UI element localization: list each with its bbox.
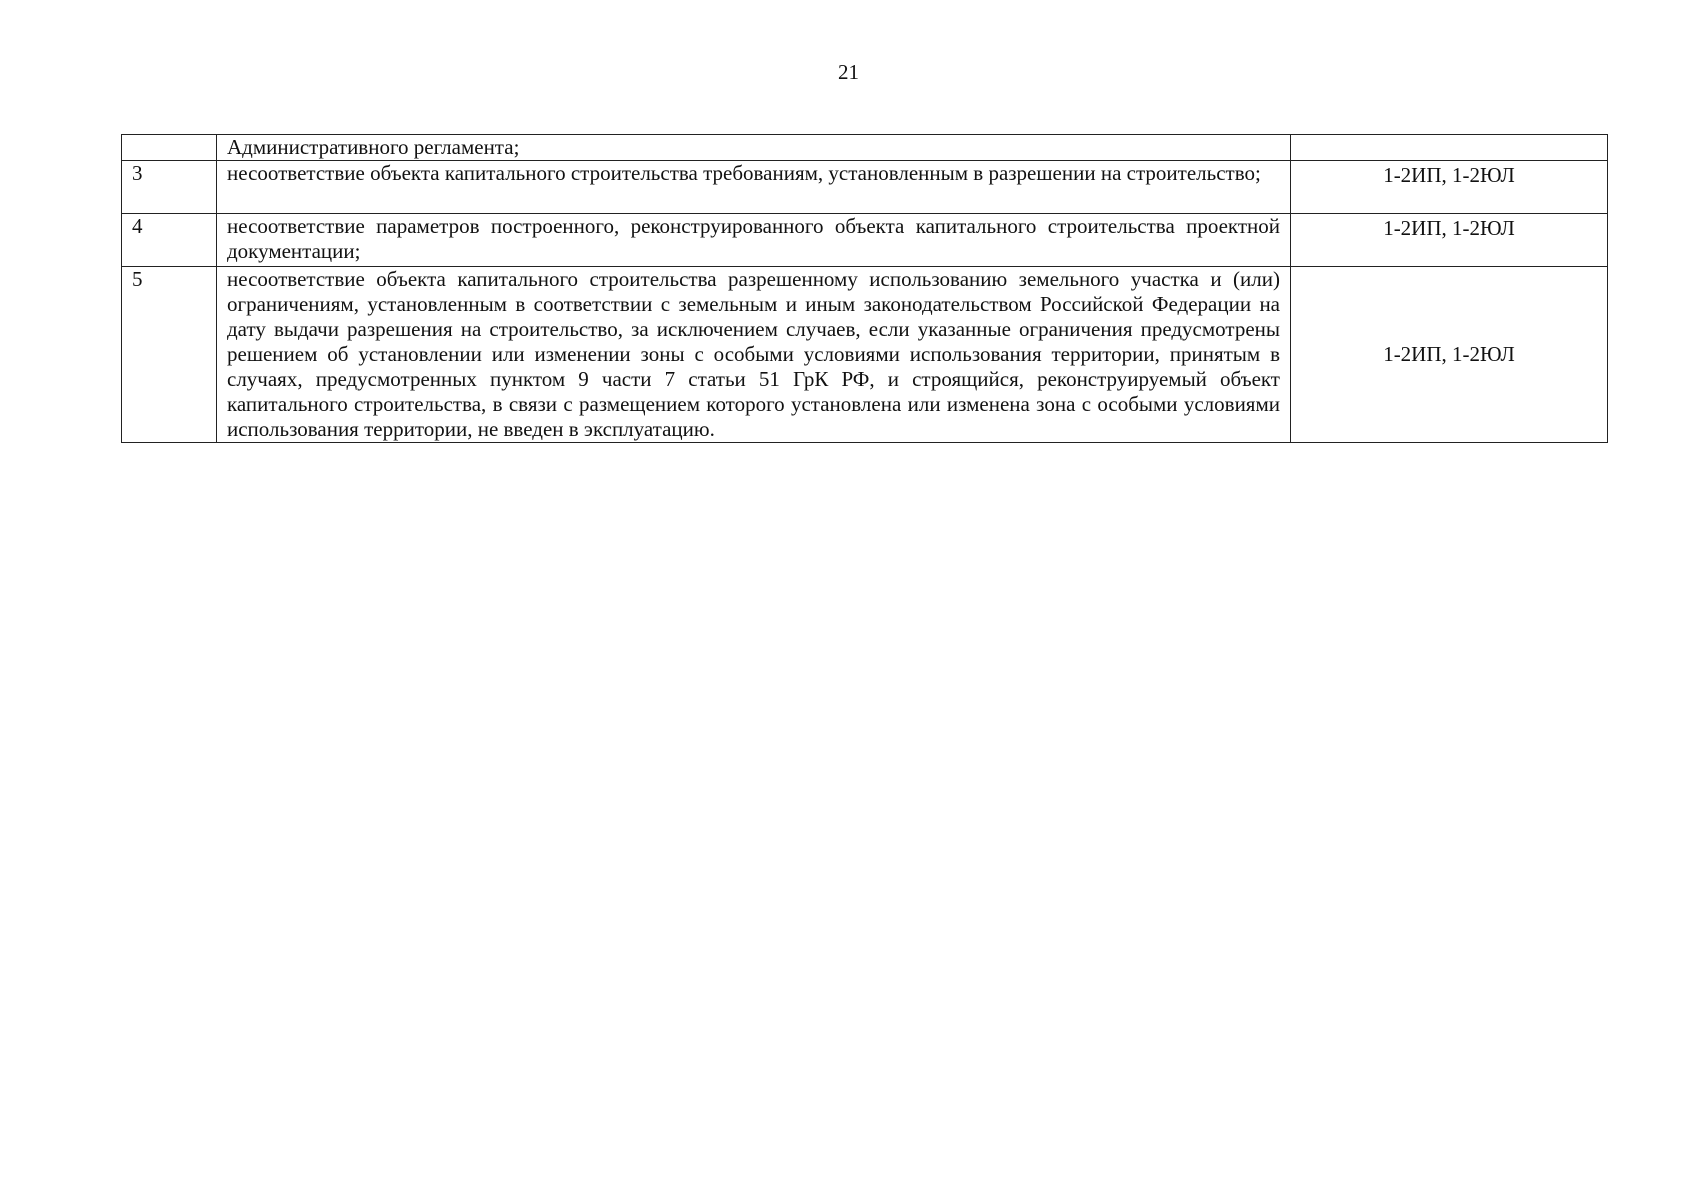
row-number-cell: [122, 135, 217, 161]
row-code-cell: [1291, 214, 1608, 267]
row-text-cell: несоответствие объекта капитального строительства требованиям, установленным в разрешении на строительство;: [217, 161, 1291, 214]
table-row: [122, 161, 1608, 214]
row-number-cell: 5: [122, 267, 217, 443]
row-text-cell: Административного регламента;: [217, 135, 1291, 161]
row-code-cell: [1291, 135, 1608, 161]
table-row: [122, 214, 1608, 267]
table-row: [122, 267, 1608, 443]
row-code-cell: 1-2ИП, 1-2ЮЛ: [1291, 267, 1608, 443]
row-text-cell: несоответствие параметров построенного, реконструированного объекта капитального строительства проектной документации;: [217, 214, 1291, 267]
row-text-cell: несоответствие объекта капитального строительства разрешенному использованию земельного участка и (или) ограничениям, установленным в соответствии с земельным и иным законодательством Российской Федерации на дату выдачи разрешения на строительство, за исключением случаев, если указанные ограничения предусмотрены решением об установлении или изменении зоны с особыми условиями использования территории, принятым в случаях, предусмотренных пунктом 9 части 7 статьи 51 ГрК РФ, и строящийся, реконструируемый объект капитального строительства, в связи с размещением которого установлена или изменена зона с особыми условиями использования территории, не введен в эксплуатацию.: [217, 267, 1291, 443]
requirements-table: [121, 134, 1608, 443]
table-row: [122, 135, 1608, 161]
page-number: 21: [838, 60, 859, 84]
row-code-cell: [1291, 161, 1608, 214]
row-code-text: 1-2ИП, 1-2ЮЛ: [1383, 216, 1515, 240]
row-code-text: 1-2ИП, 1-2ЮЛ: [1383, 163, 1515, 187]
row-number-cell: 3: [122, 161, 217, 214]
row-number-cell: 4: [122, 214, 217, 267]
